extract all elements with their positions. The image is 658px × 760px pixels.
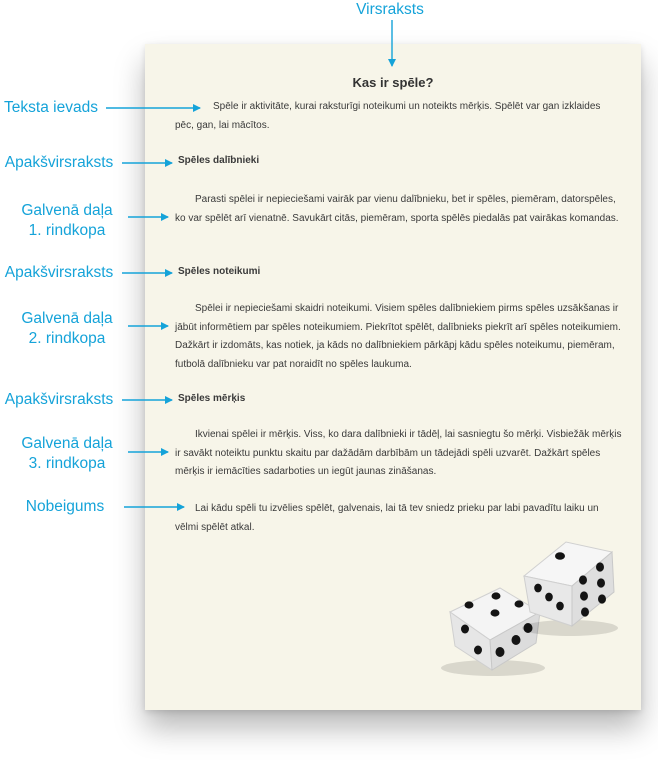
callout-rindkopa-1: 1. rindkopa: [28, 222, 106, 239]
section2-line: Dažkārt ir izdomāts, kas notiek, ja kāds no dalībniekiem pārkāpj kādu spēles noteikumu, piemēram,: [175, 340, 615, 351]
callout-galvena-dala: Galvenā daļa: [21, 202, 113, 219]
callout-nobeigums: Nobeigums: [25, 498, 105, 515]
section2-line: jābūt informētiem par spēles noteikumiem. Piekrītot spēlēt, dalībnieks piekrīt arī spēles noteikumiem.: [175, 321, 621, 333]
intro-line: Spēle ir aktivitāte, kurai raksturīgi noteikumi un noteikts mērķis. Spēlēt var gan izklaides: [213, 101, 601, 112]
callout-virsraksts: Virsraksts: [356, 1, 424, 18]
section2-line: futbolā dalībnieku var pat noraidīt no spēles laukuma.: [175, 358, 412, 370]
section3-heading: Spēles mērķis: [178, 393, 246, 404]
section1-line: ko var spēlēt arī vienatnē. Savukārt citās, piemēram, sporta spēlēs piedalās pat vairākas komandas.: [175, 212, 619, 224]
callout-apaksvirsraksts: Apakšvirsraksts: [4, 264, 114, 281]
callout-galvena-dala: Galvenā daļa: [21, 310, 113, 327]
conclusion-line: vēlmi spēlēt atkal.: [175, 521, 255, 533]
conclusion-line: Lai kādu spēli tu izvēlies spēlēt, galvenais, lai tā tev sniedz prieku par labi pavadītu laiku un: [195, 503, 599, 514]
section2-line: Spēlei ir nepieciešami skaidri noteikumi. Visiem spēles dalībniekiem pirms spēles uzsākšanas ir: [195, 303, 619, 314]
callout-apaksvirsraksts: Apakšvirsraksts: [4, 154, 114, 171]
callout-galvena-dala: Galvenā daļa: [21, 435, 113, 452]
intro-line: pēc, gan, lai mācītos.: [175, 119, 270, 131]
callout-teksta-ievads: Teksta ievads: [4, 99, 98, 116]
section3-line: ir savākt noteiktu punktu skaitu par dažādām darbībām un tādejādi spēli uzvarēt. Dažkārt spēles: [175, 447, 601, 459]
callout-rindkopa-3: 3. rindkopa: [28, 455, 106, 472]
document-title: Kas ir spēle?: [352, 75, 434, 90]
section2-heading: Spēles noteikumi: [178, 266, 261, 277]
callout-rindkopa-2: 2. rindkopa: [28, 330, 106, 347]
section1-line: Parasti spēlei ir nepieciešami vairāk par vienu dalībnieku, bet ir spēles, piemēram, datorspēles,: [195, 194, 616, 205]
section3-line: mērķis ir iemācīties sadarboties un iegūt jaunas zināšanas.: [175, 466, 437, 477]
section3-line: Ikvienai spēlei ir mērķis. Viss, ko dara dalībnieki ir tādēļ, lai sasniegtu šo mērķi. Visbiežāk mērķis: [195, 429, 622, 440]
section1-heading: Spēles dalībnieki: [178, 155, 260, 166]
callout-apaksvirsraksts: Apakšvirsraksts: [4, 391, 114, 408]
